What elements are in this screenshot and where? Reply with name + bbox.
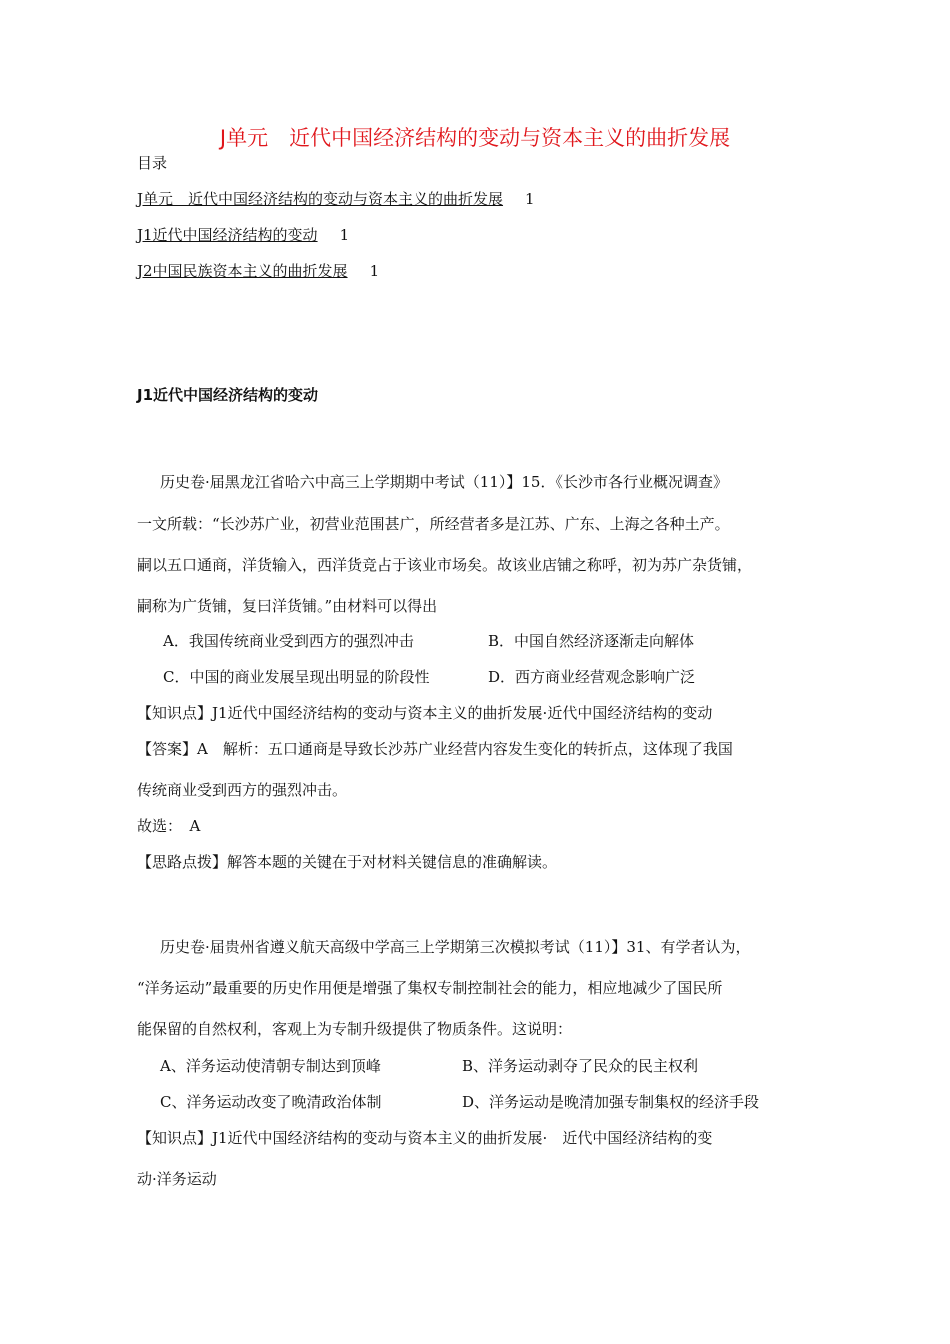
toc-page-number: 1 <box>339 226 350 244</box>
q1-stem-line: 历史卷·届黑龙江省哈六中高三上学期期中考试（11）】15．《长沙市各行业概况调查》 <box>160 473 728 491</box>
q1-stem-line: 嗣称为广货铺，复曰洋货铺。”由材料可以得出 <box>137 597 438 615</box>
toc-page-number: 1 <box>525 190 535 208</box>
q2-knowledge-point: 【知识点】J1近代中国经济结构的变动与资本主义的曲折发展· 近代中国经济结构的变 <box>137 1129 713 1147</box>
toc-link-j-unit[interactable]: J单元 近代中国经济结构的变动与资本主义的曲折发展 <box>137 190 504 208</box>
q2-stem-line: 能保留的自然权利，客观上为专制升级提供了物质条件。这说明： <box>137 1020 573 1038</box>
section-heading: J1近代中国经济结构的变动 <box>137 386 319 404</box>
q1-stem-line: 一文所载：“长沙苏广业，初营业范围甚广，所经营者多是江苏、广东、上海之各种土产。 <box>137 515 730 533</box>
q1-option-d: D．西方商业经营观念影响广泛 <box>488 668 696 686</box>
q2-option-b: B、洋务运动剥夺了民众的民主权利 <box>462 1057 699 1075</box>
toc-page-number: 1 <box>369 262 380 280</box>
toc-item <box>137 224 349 245</box>
document-title: J单元 近代中国经济结构的变动与资本主义的曲折发展 <box>219 126 731 150</box>
q1-option-b: B．中国自然经济逐渐走向解体 <box>488 632 695 650</box>
toc-link-j1[interactable]: J1近代中国经济结构的变动 <box>137 226 318 244</box>
q1-knowledge-point: 【知识点】J1近代中国经济结构的变动与资本主义的曲折发展·近代中国经济结构的变动 <box>137 704 713 722</box>
q1-option-a: A．我国传统商业受到西方的强烈冲击 <box>163 632 414 650</box>
q1-choice: 故选： A <box>137 817 201 835</box>
toc-item <box>137 188 535 209</box>
q2-stem-line: 历史卷·届贵州省遵义航天高级中学高三上学期第三次模拟考试（11）】31、有学者认为， <box>160 938 751 956</box>
toc-item <box>137 260 379 281</box>
toc-label: 目录 <box>137 154 168 172</box>
toc-link-j2[interactable]: J2中国民族资本主义的曲折发展 <box>137 262 348 280</box>
q2-knowledge-point: 动·洋务运动 <box>137 1170 217 1188</box>
q2-stem-line: “洋务运动”最重要的历史作用便是增强了集权专制控制社会的能力，相应地减少了国民所 <box>137 979 723 997</box>
q2-option-d: D、洋务运动是晚清加强专制集权的经济手段 <box>462 1093 760 1111</box>
q1-answer-line: 传统商业受到西方的强烈冲击。 <box>137 781 348 799</box>
q1-option-c: C．中国的商业发展呈现出明显的阶段性 <box>163 668 430 686</box>
q1-tip: 【思路点拨】解答本题的关键在于对材料关键信息的准确解读。 <box>137 853 558 871</box>
q1-stem-line: 嗣以五口通商，洋货输入，西洋货竞占于该业市场矣。故该业店铺之称呼，初为苏广杂货铺， <box>137 556 753 574</box>
q2-option-c: C、洋务运动改变了晚清政治体制 <box>160 1093 382 1111</box>
q1-answer-line: 【答案】A 解析：五口通商是导致长沙苏广业经营内容发生变化的转折点，这体现了我国 <box>137 740 733 758</box>
q2-option-a: A、洋务运动使清朝专制达到顶峰 <box>160 1057 381 1075</box>
